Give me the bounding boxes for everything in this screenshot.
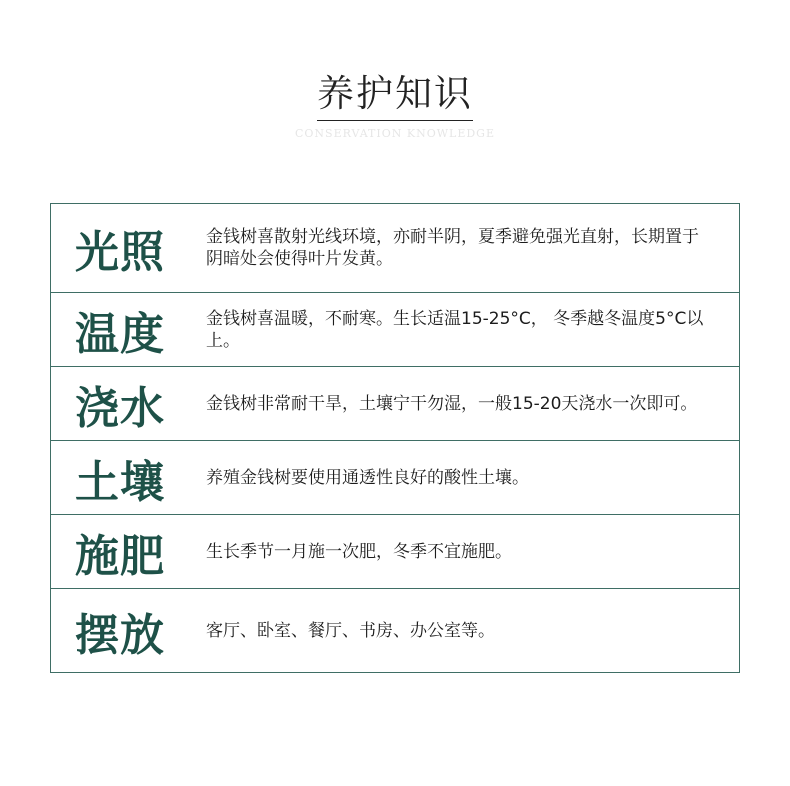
page-subtitle: CONSERVATION KNOWLEDGE [294,127,495,140]
row-title-watering: 浇水 [75,382,165,434]
row-text-light: 金钱树喜散射光线环境，亦耐半阴，夏季避免强光直射，长期置于阴暗处会使得叶片发黄。 [206,227,699,269]
row-placement [51,589,739,672]
page-header [0,72,790,140]
care-knowledge-table [50,203,740,673]
row-text-watering: 金钱树非常耐干旱，土壤宁干勿湿，一般15-20天浇水一次即可。 [206,393,698,414]
row-title-temperature: 温度 [75,308,165,360]
row-title-fertilizing: 施肥 [75,530,165,582]
row-temperature [51,293,739,367]
page-title: 养护知识 [317,72,473,121]
row-title-light: 光照 [75,227,165,278]
row-text-placement: 客厅、卧室、餐厅、书房、办公室等。 [206,620,495,641]
row-title-soil: 土壤 [75,456,165,508]
row-light [51,204,739,293]
row-fertilizing [51,515,739,589]
row-text-fertilizing: 生长季节一月施一次肥，冬季不宜施肥。 [206,541,512,562]
row-title-placement: 摆放 [75,609,165,661]
row-soil [51,441,739,515]
row-watering [51,367,739,441]
row-text-soil: 养殖金钱树要使用通透性良好的酸性土壤。 [206,467,529,488]
row-text-temperature: 金钱树喜温暖，不耐寒。生长适温15-25°C， 冬季越冬温度5°C以上。 [206,308,704,351]
